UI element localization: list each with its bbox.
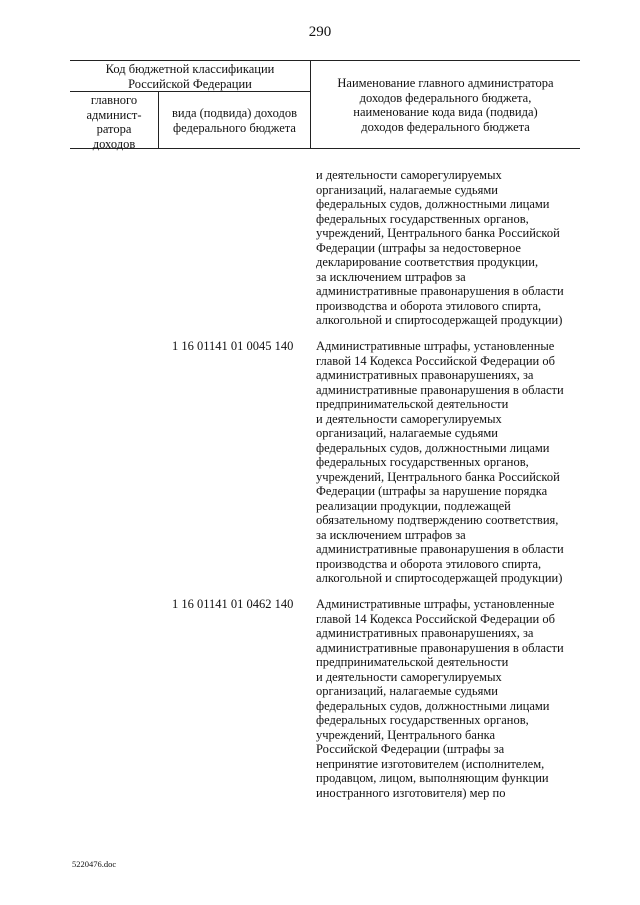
group-divider: [70, 91, 310, 92]
row-3-code: 1 16 01141 01 0462 140: [172, 597, 294, 611]
row-3-text: Административные штрафы, установленные главой 14 Кодекса Российской Федерации об административных правонарушениях, за административные правонарушения в области предпринимательской деятельности и деятельности саморегулируемых организаций, налагаемые судьями федеральных судов, должностными лицами федеральных государственных органов, учреждений, Центрального банка Российской Федерации (штрафы за непринятие изготовителем (исполнителем, продавцом, лицом, выполняющим функции иностранного изготовителя) мер по: [316, 597, 564, 800]
header-top-border: [70, 60, 580, 61]
row-1-text: и деятельности саморегулируемых организаций, налагаемые судьями федеральных судов, должностными лицами федеральных государственных органов, учреждений, Центрального банка Российской Федерации (штрафы за недостоверное декларирование соответствия продукции, за исключением штрафов за административные правонарушения в области производства и оборота этилового спирта, алкогольной и спиртосодержащей продукции): [316, 168, 564, 327]
page-number: 290: [308, 24, 332, 40]
row-2-code: 1 16 01141 01 0045 140: [172, 339, 294, 353]
name-column-header: Наименование главного администратора доходов федерального бюджета, наименование кода вида (подвида) доходов федерального бюджета: [337, 76, 554, 134]
admin-column-header: главного админист- ратора доходов: [86, 93, 142, 151]
kbk-group-header: Код бюджетной классификации Российской Федерации: [105, 62, 275, 91]
type-column-header: вида (подвида) доходов федерального бюджета: [172, 106, 297, 135]
table-header: [70, 60, 580, 150]
document-filename: 5220476.doc: [72, 859, 117, 869]
row-2-text: Административные штрафы, установленные главой 14 Кодекса Российской Федерации об административных правонарушениях, за административные правонарушения в области предпринимательской деятельности и деятельности саморегулируемых организаций, налагаемые судьями федеральных судов, должностными лицами федеральных государственных органов, учреждений, Центрального банка Российской Федерации (штрафы за нарушение порядка реализации продукции, подлежащей обязательному подтверждению соответствия, за исключением штрафов за административные правонарушения в области производства и оборота этилового спирта, алкогольной и спиртосодержащей продукции): [316, 339, 564, 585]
